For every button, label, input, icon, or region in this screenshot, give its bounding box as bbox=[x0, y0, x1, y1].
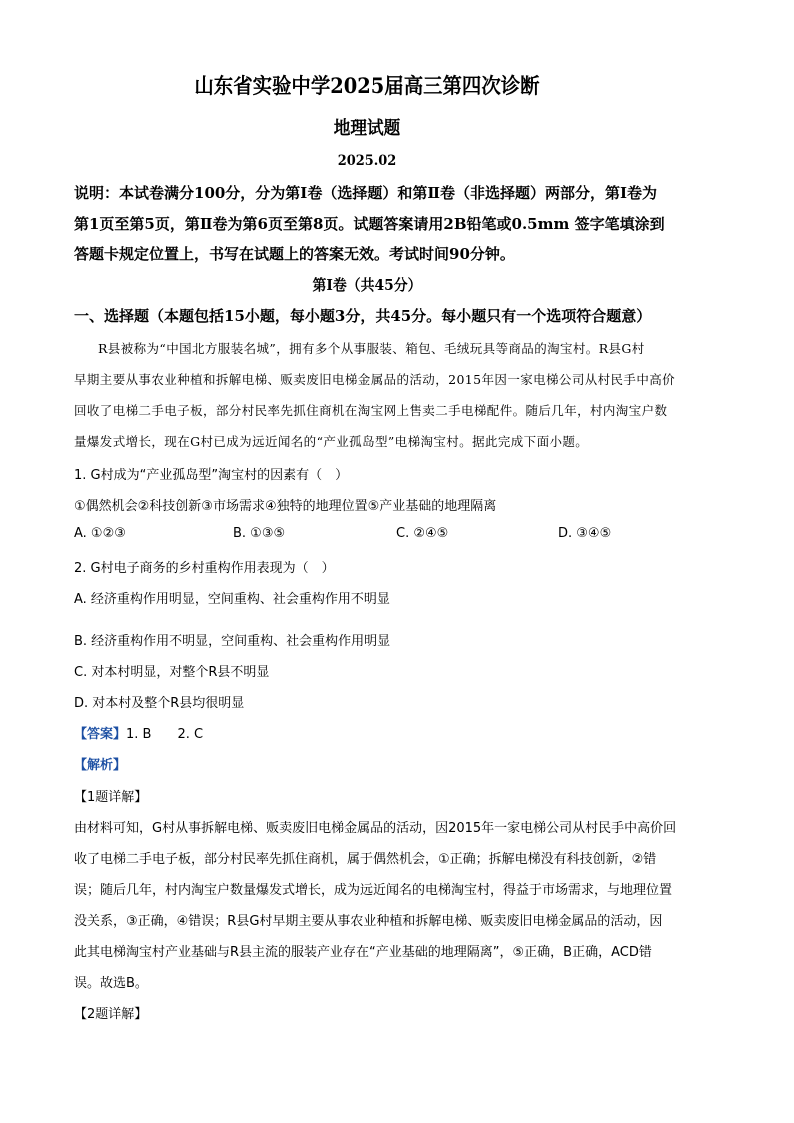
question-2-option-b: B. 经济重构作用不明显，空间重构、社会重构作用明显 bbox=[74, 634, 391, 649]
question-1-option-c: C. ②④⑤ bbox=[396, 526, 449, 541]
detail-1-line: 此其电梯淘宝村产业基础与R县主流的服装产业存在“产业基础的地理隔离”，⑤正确，B正确，ACD错 bbox=[74, 945, 652, 960]
passage-line-2: 早期主要从事农业种植和拆解电梯、贩卖废旧电梯金属品的活动，2015年因一家电梯公司从村民手中高价 bbox=[74, 372, 676, 387]
question-2-stem: 2. G村电子商务的乡村重构作用表现为（ ） bbox=[74, 561, 335, 576]
passage-line-4: 量爆发式增长，现在G村已成为远近闻名的“产业孤岛型”电梯淘宝村。据此完成下面小题。 bbox=[74, 434, 589, 449]
answer-row bbox=[74, 723, 203, 742]
subject-title: 地理试题 bbox=[333, 118, 401, 139]
detail-1-line: 收了电梯二手电子板，部分村民率先抓住商机，属于偶然机会，①正确；拆解电梯没有科技创新，②错 bbox=[74, 852, 657, 867]
question-2-option-d: D. 对本村及整个R县均很明显 bbox=[74, 696, 245, 711]
detail-1-heading: 【1题详解】 bbox=[74, 790, 148, 805]
detail-1-line: 误。故选B。 bbox=[74, 976, 148, 991]
passage-line-1: R县被称为“中国北方服装名城”，拥有多个从事服装、箱包、毛绒玩具等商品的淘宝村。R县G村 bbox=[98, 341, 645, 356]
question-2-option-a: A. 经济重构作用明显，空间重构、社会重构作用不明显 bbox=[74, 592, 390, 607]
passage-line-3: 回收了电梯二手电子板，部分村民率先抓住商机在淘宝网上售卖二手电梯配件。随后几年，村内淘宝户数 bbox=[74, 403, 668, 418]
question-1-stem: 1. G村成为“产业孤岛型”淘宝村的因素有（ ） bbox=[74, 468, 349, 483]
question-2-option-c: C. 对本村明显，对整个R县不明显 bbox=[74, 665, 270, 680]
question-1-items: ①偶然机会②科技创新③市场需求④独特的地理位置⑤产业基础的地理隔离 bbox=[74, 499, 497, 514]
question-1-option-d: D. ③④⑤ bbox=[558, 526, 612, 541]
detail-1-line: 由材料可知，G村从事拆解电梯、贩卖废旧电梯金属品的活动，因2015年一家电梯公司从村民手中高价回 bbox=[74, 821, 677, 836]
exam-date: 2025.02 bbox=[337, 153, 397, 169]
section-heading: 一、选择题（本题包括15小题，每小题3分，共45分。每小题只有一个选项符合题意） bbox=[74, 307, 652, 325]
detail-2-heading: 【2题详解】 bbox=[74, 1007, 148, 1022]
school-title: 山东省实验中学2025届高三第四次诊断 bbox=[194, 73, 540, 98]
analysis-tag: 【解析】 bbox=[74, 758, 127, 773]
instructions-line-3: 答题卡规定位置上，书写在试题上的答案无效。考试时间90分钟。 bbox=[74, 245, 515, 263]
instructions-line-1: 说明：本试卷满分100分，分为第Ⅰ卷（选择题）和第Ⅱ卷（非选择题）两部分，第Ⅰ卷为 bbox=[74, 184, 657, 202]
instructions-line-2: 第1页至第5页，第Ⅱ卷为第6页至第8页。试题答案请用2B铅笔或0.5mm 签字笔填涂到 bbox=[74, 215, 665, 233]
answer-tag: 【答案】 bbox=[74, 727, 127, 742]
question-1-option-b: B. ①③⑤ bbox=[233, 526, 286, 541]
part1-heading: 第Ⅰ卷（共45分） bbox=[312, 276, 422, 294]
detail-1-line: 没关系，③正确，④错误；R县G村早期主要从事农业种植和拆解电梯、贩卖废旧电梯金属品的活动，因 bbox=[74, 914, 663, 929]
detail-1-line: 误；随后几年，村内淘宝户数量爆发式增长，成为远近闻名的电梯淘宝村，得益于市场需求，与地理位置 bbox=[74, 883, 673, 898]
question-1-option-a: A. ①②③ bbox=[74, 526, 126, 541]
answer-text: 1. B 2. C bbox=[126, 727, 204, 742]
